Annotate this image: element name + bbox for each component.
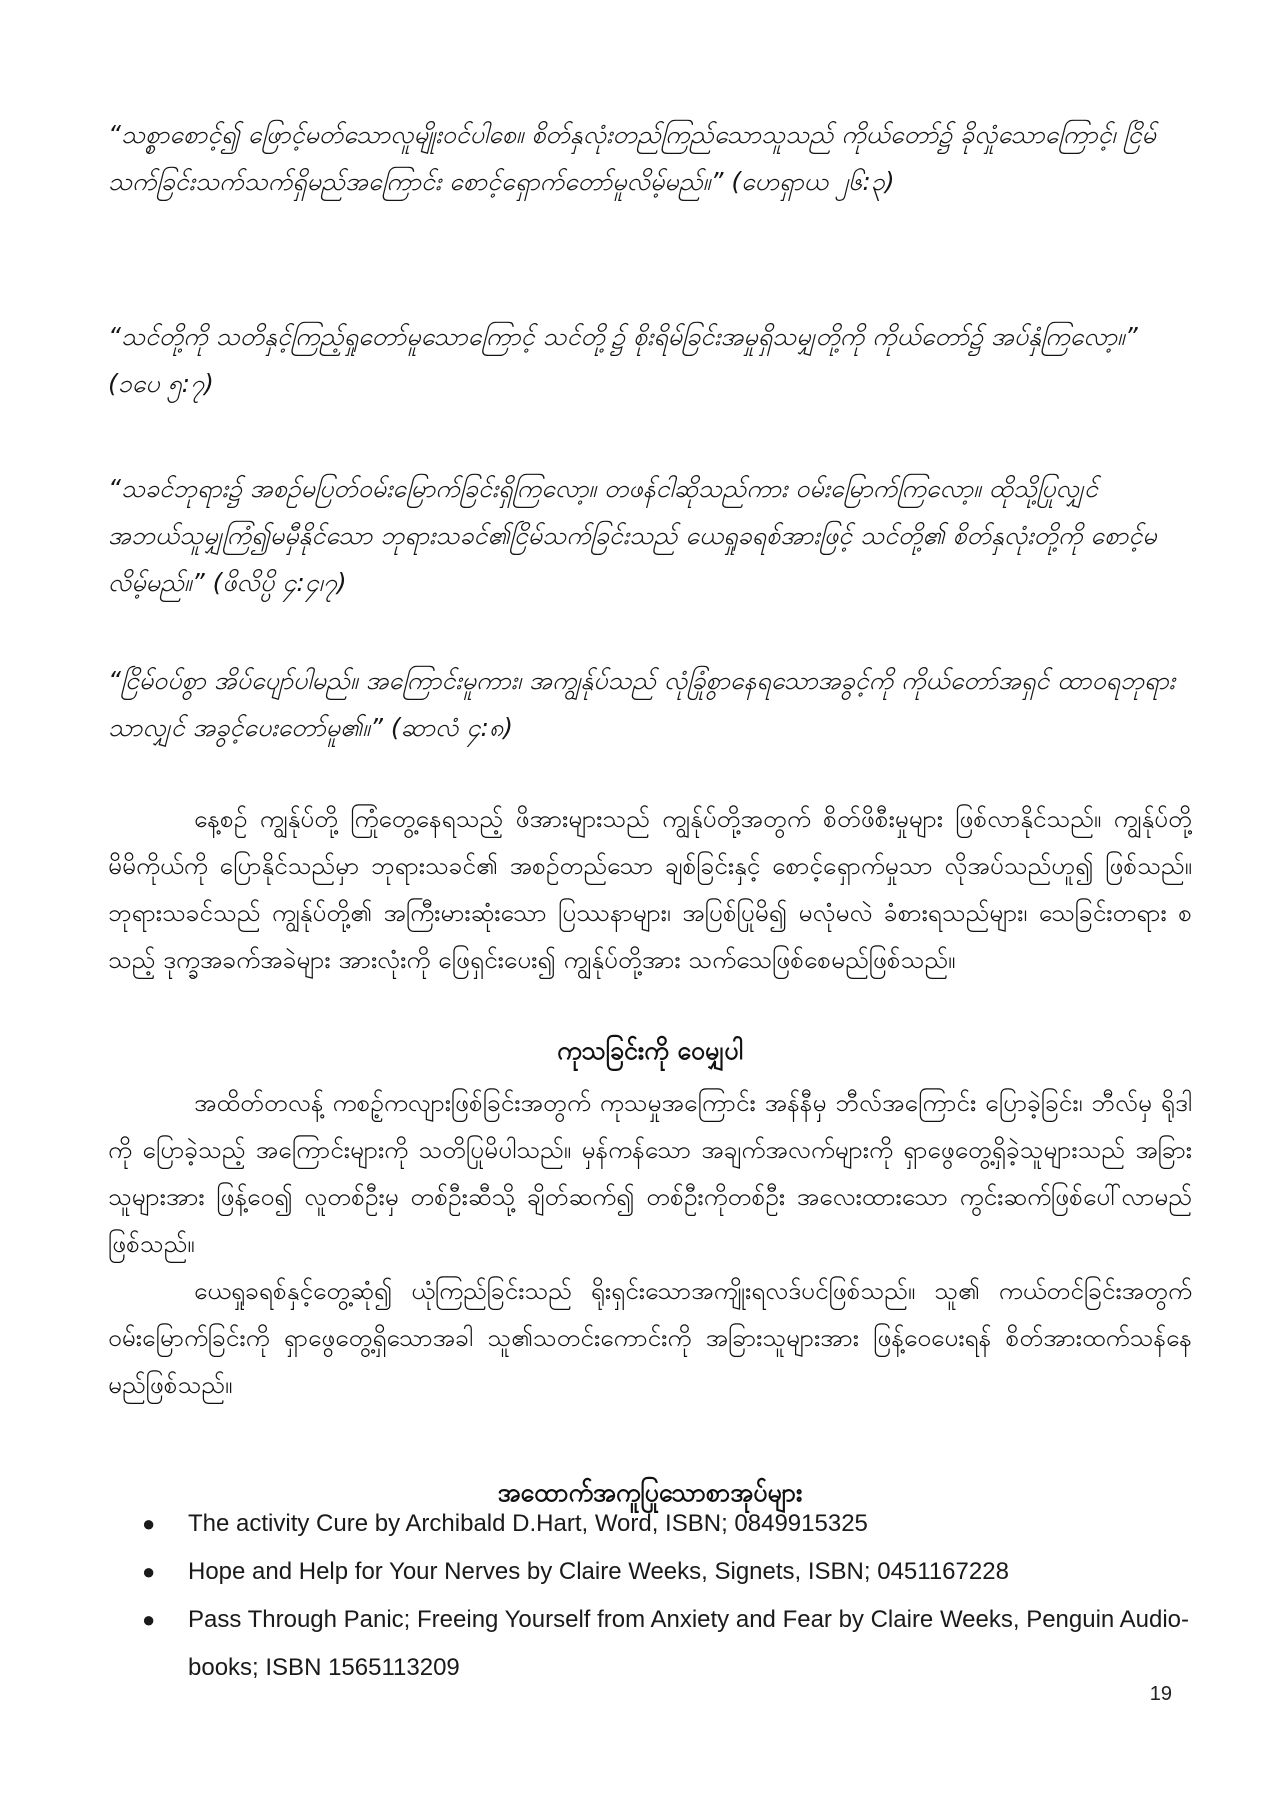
body-paragraph-sharing-chain: အထိတ်တလန့် ကစဉ့်ကလျားဖြစ်ခြင်းအတွက် ကုသမှုအကြောင်း အန်နီမှ ဘီလ်အကြောင်း ပြောခဲ့ခြင်း၊ ဘီလ်မှ ရိုဒါကို ပြောခဲ့သည့် အကြောင်းများကို သတိပြုမိပါသည်။ မှန်ကန်သော အချက်အလက်များကို ရှာဖွေတွေ့ရှိခဲ့သူများသည် အခြားသူများအား ဖြန့်ဝေ၍ လူတစ်ဦးမှ တစ်ဦးဆီသို့ ချိတ်ဆက်၍ တစ်ဦးကိုတစ်ဦး အလေးထားသော ကွင်းဆက်ဖြစ်ပေါ်လာမည်ဖြစ်သည်။ xyxy=(108,1087,1192,1258)
page-number: 19 xyxy=(1149,1683,1172,1705)
reference-item xyxy=(108,1500,1198,1548)
bullet-icon: ● xyxy=(142,1559,156,1584)
scripture-quote-1-peter: “သင်တို့ကို သတိနှင့်ကြည့်ရှုတော်မူသောကြောင့် သင်တို့၌ စိုးရိမ်ခြင်းအမှုရှိသမျှတို့ကို ကိုယ်တော်၌ အပ်နှံကြလော့။” (၁ပေ ၅:၇) xyxy=(108,322,1138,398)
section-heading-share-healing: ကုသခြင်းကို ဝေမျှပါ xyxy=(557,1035,743,1065)
reference-text: Pass Through Panic; Freeing Yourself from Anxiety and Fear by Claire Weeks, Penguin Audio-books; ISBN 1565113209 xyxy=(188,1606,1189,1681)
reference-list xyxy=(108,1500,1198,1692)
scripture-quote-psalm: “ငြိမ်ဝပ်စွာ အိပ်ပျော်ပါမည်။ အကြောင်းမူကား၊ အကျွန်ုပ်သည် လုံခြုံစွာနေရသောအခွင့်ကို ကိုယ်တော်အရှင် ထာဝရဘုရားသာလျှင် အခွင့်ပေးတော်မူ၏။” (ဆာလံ ၄:၈) xyxy=(108,666,1176,742)
body-paragraph-daily-pressures: နေ့စဉ် ကျွန်ုပ်တို့ ကြုံတွေ့နေရသည့် ဖိအားများသည် ကျွန်ုပ်တို့အတွက် စိတ်ဖိစီးမှုများ ဖြစ်လာနိုင်သည်။ ကျွန်ုပ်တို့ မိမိကိုယ်ကို ပြောနိုင်သည်မှာ ဘုရားသခင်၏ အစဉ်တည်သော ချစ်ခြင်းနှင့် စောင့်ရှောက်မှုသာ လိုအပ်သည်ဟူ၍ ဖြစ်သည်။ ဘုရားသခင်သည် ကျွန်ုပ်တို့၏ အကြီးမားဆုံးသော ပြဿနာများ၊ အပြစ်ပြုမိ၍ မလုံမလဲ ခံစားရသည်များ၊ သေခြင်းတရား စသည့် ဒုက္ခအခက်အခဲများ အားလုံးကို ဖြေရှင်းပေး၍ ကျွန်ုပ်တို့အား သက်သေဖြစ်စေမည်ဖြစ်သည်။ xyxy=(108,803,1192,974)
bullet-icon: ● xyxy=(142,1511,156,1536)
section-heading-references: အထောက်အကူပြုသောစာအုပ်များ xyxy=(497,1477,803,1507)
scripture-quote-philippians: “သခင်ဘုရား၌ အစဉ်မပြတ်ဝမ်းမြောက်ခြင်းရှိကြလော့။ တဖန်ငါဆိုသည်ကား ဝမ်းမြောက်ကြလော့။ ထိုသို့ပြုလျှင် အဘယ်သူမျှကြံ၍မမှီနိုင်သော ဘုရားသခင်၏ငြိမ်သက်ခြင်းသည် ယေရှုခရစ်အားဖြင့် သင်တို့၏ စိတ်နှလုံးတို့ကို စောင့်မလိမ့်မည်။” (ဖိလိပ္ပိ ၄:၄၊၇) xyxy=(108,474,1157,597)
bullet-icon: ● xyxy=(142,1607,156,1632)
scripture-quote-isaiah: “သစ္စာစောင့်၍ ဖြောင့်မတ်သောလူမျိုးဝင်ပါစေ။ စိတ်နှလုံးတည်ကြည်သောသူသည် ကိုယ်တော်၌ ခိုလှုံသောကြောင့်၊ ငြိမ်သက်ခြင်းသက်သက်ရှိမည်အကြောင်း စောင့်ရှောက်တော်မူလိမ့်မည်။” (ဟေရှာယ ၂၆:၃) xyxy=(108,120,1156,196)
reference-item xyxy=(108,1548,1198,1596)
body-paragraph-jesus-salvation: ယေရှုခရစ်နှင့်တွေ့ဆုံ၍ ယုံကြည်ခြင်းသည် ရိုးရှင်းသောအကျိုးရလဒ်ပင်ဖြစ်သည်။ သူ၏ ကယ်တင်ခြင်းအတွက် ဝမ်းမြောက်ခြင်းကို ရှာဖွေတွေ့ရှိသောအခါ သူ၏သတင်းကောင်းကို အခြားသူများအား ဖြန့်ဝေပေးရန် စိတ်အားထက်သန်နေမည်ဖြစ်သည်။ xyxy=(108,1275,1192,1399)
reference-text: Hope and Help for Your Nerves by Claire Weeks, Signets, ISBN; 0451167228 xyxy=(188,1558,1009,1585)
reference-text: The activity Cure by Archibald D.Hart, Word, ISBN; 0849915325 xyxy=(188,1510,868,1537)
reference-item xyxy=(108,1596,1198,1692)
